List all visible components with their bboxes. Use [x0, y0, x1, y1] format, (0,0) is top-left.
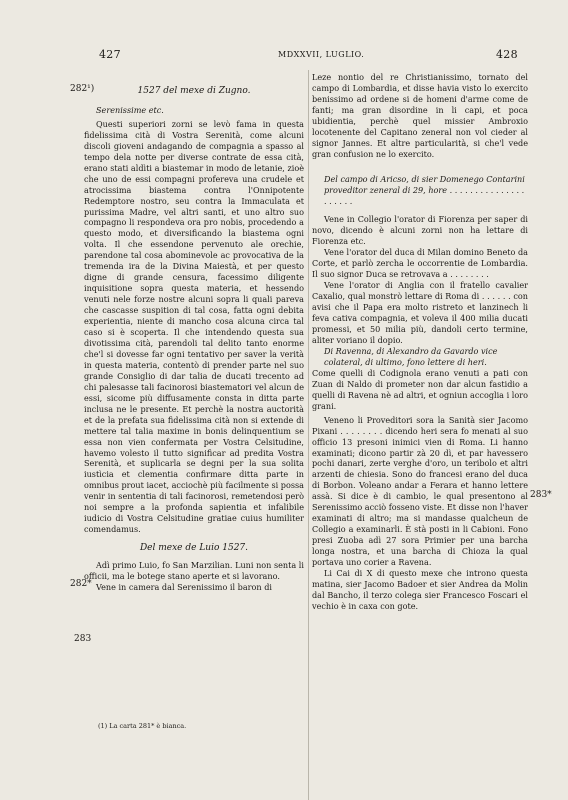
margin-note-282: 282¹)	[70, 84, 95, 94]
running-title: MDXXVII, LUGLIO.	[278, 50, 365, 59]
right-column	[312, 72, 528, 612]
left-paragraph-july1: Adì primo Luio, fo San Marzilian. Luni non senta li officii, ma le botege stano aperte et si lavorano.	[84, 560, 304, 582]
left-heading-july: Del mexe de Luio 1527.	[139, 543, 249, 554]
right-dispatch-arieso: Del campo di Aricso, di sier Domenego Contarini proveditor zeneral di 29, hore . . . . . . . . . . . . . . . . . . . . .	[324, 173, 525, 206]
page-number-right: 428	[496, 48, 518, 61]
left-paragraph-letter: Questi superiori zorni se levò fama in questa fidelissima cità di Vostra Serenità, come alcuni discoli gioveni andagando de compagnia a spasso al tempo dela notte per diverse contrate de essa cità, erano stati aldìti a biastemar in modo de letanie, zioè che uno de essi compagni proferevа una crudele et atrocissima biastema contra l'Onnipotente Redemptore nostro, seu contra la Immaculata et purissima Madre, vel altri santi, et uno altro suo compagno li respondeva ora pro nobis, procedendo a questo modo, et diversificando la biastema ogni volta. Il che essendone pervenuto ale orechie, parendone tal cosa abominevole ac provocativa de la tremenda ira de la Divina Maiestà, et per questo digne di grande censura, facessimo diligente inquisitione sopra questa materia, et hessendo venuti nele forze nostre alcuni sopra li quali pareva che cascasse suspition di tal cosa, fatta ogni debita experientia, niente di mancho cosa alcuna circa tal caso si è scoperta. Il che intendendo questa sua divotissima cità, parendoli tal delito tanto enorme che'l si dovesse far ogni tentativo per saver la verità in questa materia, contentò di prender parte nel suo grande Consiglio di dar talia de ducati trecento ad chi palesasse tali facinorosi biastematori vel alcun de essi, sicome più diffusamente consta in ditta parte inclusa ne le presente. Et perchè la nostra auctorità et de la prefata sua fidelissima cità non si extende di mettere tal talia maxime in bonis delinquentium se essa non vien confermata per Vostra Celsitudine, havemo volesto il tutto significar ad predita Vostra Serenità, et suplicarla se degni per la sua solita iustìcia et clementia confirmare ditta parte in omnibus prout iacet, acciochè più facilmente si possa venir in sententia di tali facinorosi, remetendosi però noi sempre a la profonda sapientia et infalibile iudicio di Vostra Celsitudine gratiae cuius humiliter comendamus.	[84, 118, 304, 535]
right-dispatch-ravenna: Di Ravenna, di Alexandro da Gavardo vice colateral, di ultimo, fono lettere di heri.	[324, 345, 498, 367]
margin-note-283: 283	[74, 634, 92, 644]
right-paragraph-anglia: Vene l'orator di Anglia con il fratello cavalier Caxalio, qual monstrò lettare di Roma di . . . . . . con avisi che il Papa era molto ristreto et lanzinech li feva cativa compagnia, et voleva il 400 milia ducati promessi, et 50 milia più, dandoli certo termine, aliter voriano il dopio.	[312, 280, 528, 345]
column-divider	[308, 70, 309, 800]
margin-note-282b: 282*	[70, 579, 92, 589]
left-paragraph-baron: Vene in camera dal Serenissimo il baron di	[96, 581, 272, 592]
right-paragraph-fiorenza: Vene in Collegio l'orator di Fiorenza per saper di novo, dicendo è alcuni zorni non ha lettare di Fiorenza etc.	[312, 214, 528, 247]
margin-note-283b: 283*	[530, 490, 552, 500]
right-paragraph-milan: Vene l'orator del duca di Milan domino Beneto da Corte, et parlò zercha le occorrentie de Lombardia. Il suo signor Duca se retrovava a . . . . . . . .	[312, 247, 528, 280]
left-column	[84, 72, 304, 593]
left-heading-june: 1527 del mexe di Zugno.	[137, 86, 251, 96]
right-paragraph-cai: Li Cai di X di questo mexe che introno questa matina, sier Jacomo Badoer et sier Andrea da Molin dal Bancho, il terzo colega sier Francesco Foscari el vechio è in caxa con gote.	[312, 567, 528, 611]
right-paragraph-codignola: Come quelli di Codignola erano venuti a pati con Zuan di Naldo di prometer non dar alcun fastidio a quelli di Ravena nè ad altri, et ogniun accoglia i loro grani.	[312, 367, 528, 411]
page-number-left: 427	[99, 48, 121, 61]
right-paragraph-sanita: Veneno li Proveditori sora la Sanità sier Jacomo Pixani . . . . . . . . dicendo heri sera fo menati al suo officio 13 presoni inimici vien di Roma. Li hanno examinati; dicono partir zà 20 dì, et par havessero pochi danari, zerte verghe d'oro, un teribolo et altri arzenti de chiesia. Sono do francesi erano del duca di Borbon. Voleano andar a Ferara et hanno lettere assà. Si dice è di cambio, le qual presentono al Serenissimo acciò fosseno viste. Et disse non l'haver examinati di altro; ma si mandasse qualcheun de Collegio a examinarli. È stà posti in li Cabioni. Fono presi Zuoba adì 27 sora Primier per una barcha longa nostra, et una barcha di Chioza la qual portava uno corier a Ravena.	[312, 414, 528, 568]
footnote: (1) La carta 281* è bianca.	[98, 722, 187, 730]
left-salutation: Serenissime etc.	[96, 104, 164, 115]
right-paragraph-1: Leze nontio del re Christianissimo, tornato del campo di Lombardia, et disse havia visto lo exercito benissimo ad ordene si de homeni d'arme come de fanti; ma gran disordine in li capi, et poca ubidientia, perchè quel missier Ambroxio locotenente del Capitano zeneral non vol cieder al signor Jannes. Et altre particularità, si che'l vede gran confusion ne lo exercito.	[312, 72, 528, 159]
